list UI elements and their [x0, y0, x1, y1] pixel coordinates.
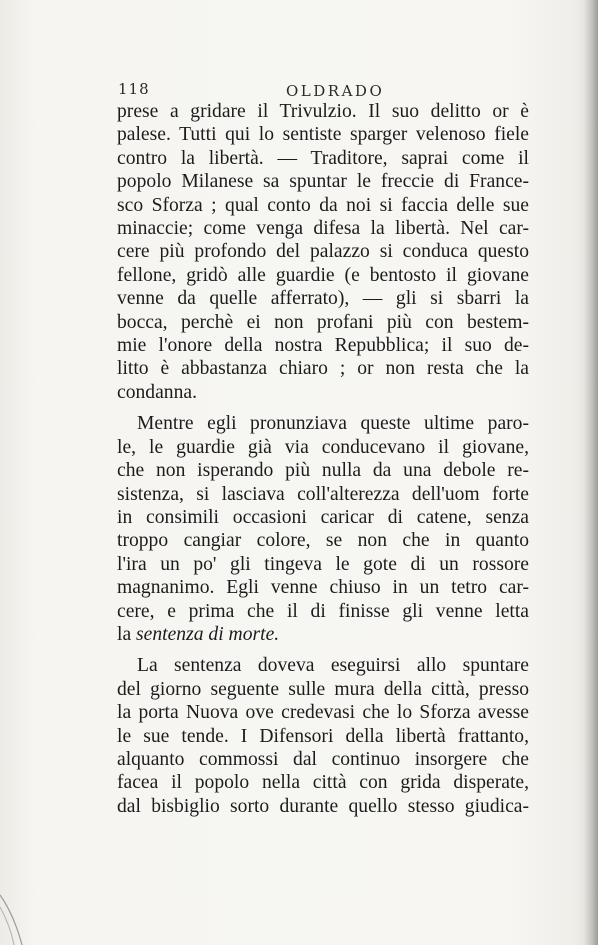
text-line: facea il popolo nella città con grida disperate,: [117, 772, 529, 794]
text-line: litto è abbastanza chiaro ; or non resta che la: [117, 358, 529, 380]
text-line: in consimili occasioni caricar di catene, senza: [117, 506, 529, 528]
text-line: contro la libertà. — Traditore, saprai come il: [117, 147, 529, 169]
text-line: che non isperando più nulla da una debole re-: [117, 460, 529, 482]
paragraph-2: [117, 412, 529, 646]
page-edge-shadow: [584, 0, 598, 945]
text-line: troppo cangiar colore, se non che in quanto: [117, 530, 529, 552]
text-line: palese. Tutti qui lo sentiste sparger velenoso fiele: [117, 124, 529, 146]
paragraph-1: [117, 100, 529, 404]
text-line: minaccie; come venga difesa la libertà. Nel car-: [117, 218, 529, 240]
text-line: cere, e prima che il di finisse gli venne letta: [117, 600, 529, 622]
running-title: OLDRADO: [286, 82, 385, 100]
text-line: La sentenza doveva eseguirsi allo spuntare: [137, 655, 529, 677]
text-line: condanna.: [117, 381, 197, 403]
text-line: [117, 623, 529, 646]
text-line: Mentre egli pronunziava queste ultime paro-: [137, 413, 529, 435]
text-line: dal bisbiglio sorto durante quello stesso giudica-: [117, 795, 529, 817]
text-line: bocca, perchè ei non profani più con bestem-: [117, 311, 529, 333]
paragraph-3: [117, 654, 529, 818]
text-line: fellone, gridò alle guardie (e bentosto il giovane: [117, 264, 529, 286]
text-line: la porta Nuova ove credevasi che lo Sforza avesse: [117, 702, 529, 724]
text-line: venne da quelle afferrato), — gli si sbarri la: [117, 288, 529, 310]
text-line: del giorno seguente sulle mura della città, presso: [117, 678, 529, 700]
italic-phrase: sentenza di morte.: [136, 623, 280, 645]
text-line: popolo Milanese sa spuntar le freccie di France-: [117, 171, 529, 193]
body-text: [117, 100, 529, 818]
text-line: le sue tende. I Difensori della libertà frattanto,: [117, 725, 529, 747]
page-header: [118, 80, 538, 102]
text-line: l'ira un po' gli tingeva le gote di un rossore: [117, 553, 529, 575]
text-line: sistenza, si lasciava coll'alterezza dell'uom forte: [117, 483, 529, 505]
page-number: 118: [118, 80, 150, 98]
text-line: mie l'onore della nostra Repubblica; il suo de-: [117, 335, 529, 357]
page-corner-mark: [0, 885, 40, 945]
text-line: magnanimo. Egli venne chiuso in un tetro car-: [117, 577, 529, 599]
text-line: sco Sforza ; qual conto da noi si faccia delle sue: [117, 194, 529, 216]
text-line-prefix: la: [117, 623, 137, 645]
text-line: le, le guardie già via conducevano il giovane,: [117, 436, 529, 458]
text-line: prese a gridare il Trivulzio. Il suo delitto or è: [117, 101, 529, 122]
text-line: cere più profondo del palazzo si conduca questo: [117, 241, 529, 263]
text-line: alquanto commossi dal continuo insorgere che: [117, 748, 529, 770]
